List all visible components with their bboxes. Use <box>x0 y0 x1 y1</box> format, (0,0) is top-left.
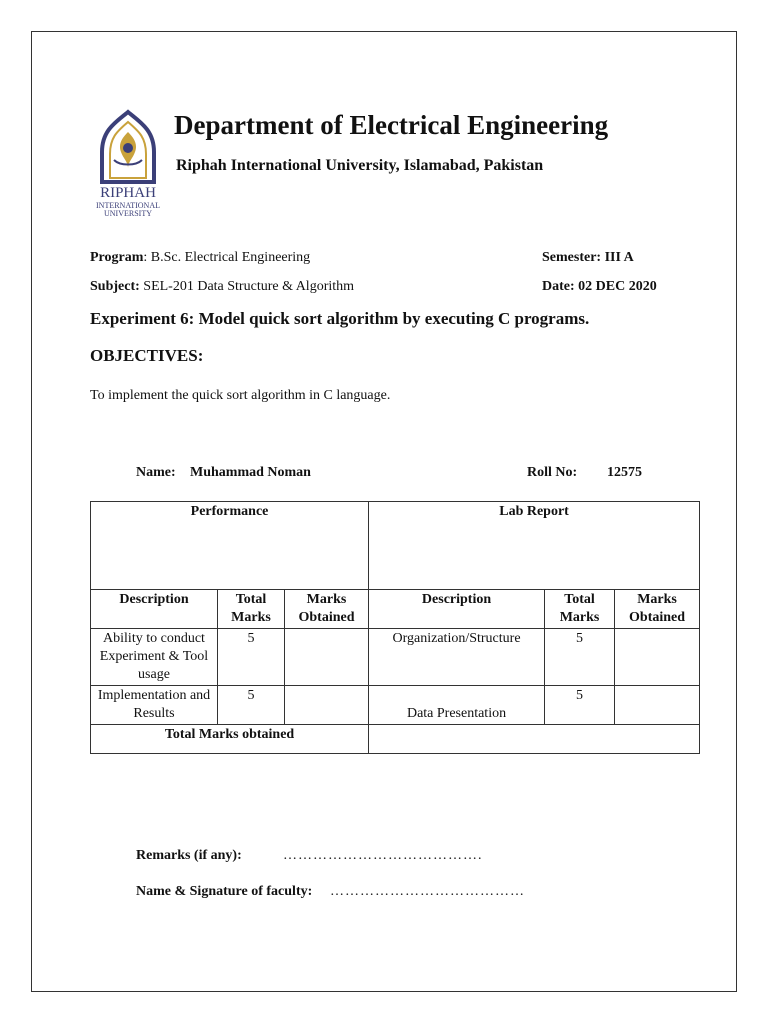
date-line: Date: 02 DEC 2020 <box>542 279 657 294</box>
objectives-heading: OBJECTIVES: <box>90 346 204 365</box>
lab-description: Data Presentation <box>369 686 545 725</box>
perf-description: Ability to conduct Experiment & Tool usage <box>91 629 218 686</box>
col-total-marks: Total Marks <box>218 590 285 629</box>
perf-total: 5 <box>218 629 285 686</box>
roll-number: 12575 <box>607 465 642 480</box>
name-label: Name: <box>136 465 176 480</box>
lab-obtained[interactable] <box>615 629 700 686</box>
lab-total: 5 <box>545 629 615 686</box>
remarks-field[interactable]: …………………………………. <box>283 848 483 863</box>
objective-text: To implement the quick sort algorithm in C language. <box>90 388 391 403</box>
perf-total: 5 <box>218 686 285 725</box>
subject-line <box>90 279 354 295</box>
perf-obtained[interactable] <box>285 686 369 725</box>
table-row <box>91 629 700 686</box>
student-name: Muhammad Noman <box>190 465 311 480</box>
subject-label: Subject: <box>90 279 140 294</box>
roll-label: Roll No: <box>527 465 578 480</box>
crest-icon <box>88 108 168 188</box>
table-row <box>91 686 700 725</box>
program-label: Program <box>90 250 144 265</box>
logo-wordmark: RIPHAH <box>100 185 156 201</box>
lab-report-heading: Lab Report <box>369 502 700 590</box>
perf-description: Implementation and Results <box>91 686 218 725</box>
lab-obtained[interactable] <box>615 686 700 725</box>
total-row <box>91 725 700 754</box>
performance-heading: Performance <box>91 502 369 590</box>
total-marks-value[interactable] <box>369 725 700 754</box>
department-title: Department of Electrical Engineering <box>174 110 609 140</box>
logo-subtext: INTERNATIONAL <box>96 201 160 210</box>
col-marks-obtained: Marks Obtained <box>285 590 369 629</box>
col-total-marks: Total Marks <box>545 590 615 629</box>
logo-subtext-2: UNIVERSITY <box>104 209 152 218</box>
marks-table <box>90 501 700 754</box>
section-header-row <box>91 502 700 590</box>
university-logo <box>88 108 168 218</box>
total-marks-label: Total Marks obtained <box>91 725 369 754</box>
university-name: Riphah International University, Islamabad, Pakistan <box>176 157 544 174</box>
program-line <box>90 250 310 266</box>
column-header-row <box>91 590 700 629</box>
col-marks-obtained: Marks Obtained <box>615 590 700 629</box>
col-description: Description <box>91 590 218 629</box>
lab-description: Organization/Structure <box>369 629 545 686</box>
col-description: Description <box>369 590 545 629</box>
semester-line <box>542 250 634 266</box>
perf-obtained[interactable] <box>285 629 369 686</box>
signature-field[interactable]: ………………………………… <box>330 884 525 899</box>
lab-total: 5 <box>545 686 615 725</box>
program-value: : B.Sc. Electrical Engineering <box>143 250 311 265</box>
semester-value: : III A <box>596 250 634 265</box>
signature-label: Name & Signature of faculty: <box>136 884 313 899</box>
remarks-label: Remarks (if any): <box>136 848 242 863</box>
subject-value: SEL-201 Data Structure & Algorithm <box>139 279 355 294</box>
experiment-title: Experiment 6: Model quick sort algorithm by executing C programs. <box>90 309 590 328</box>
semester-label: Semester <box>542 250 597 265</box>
